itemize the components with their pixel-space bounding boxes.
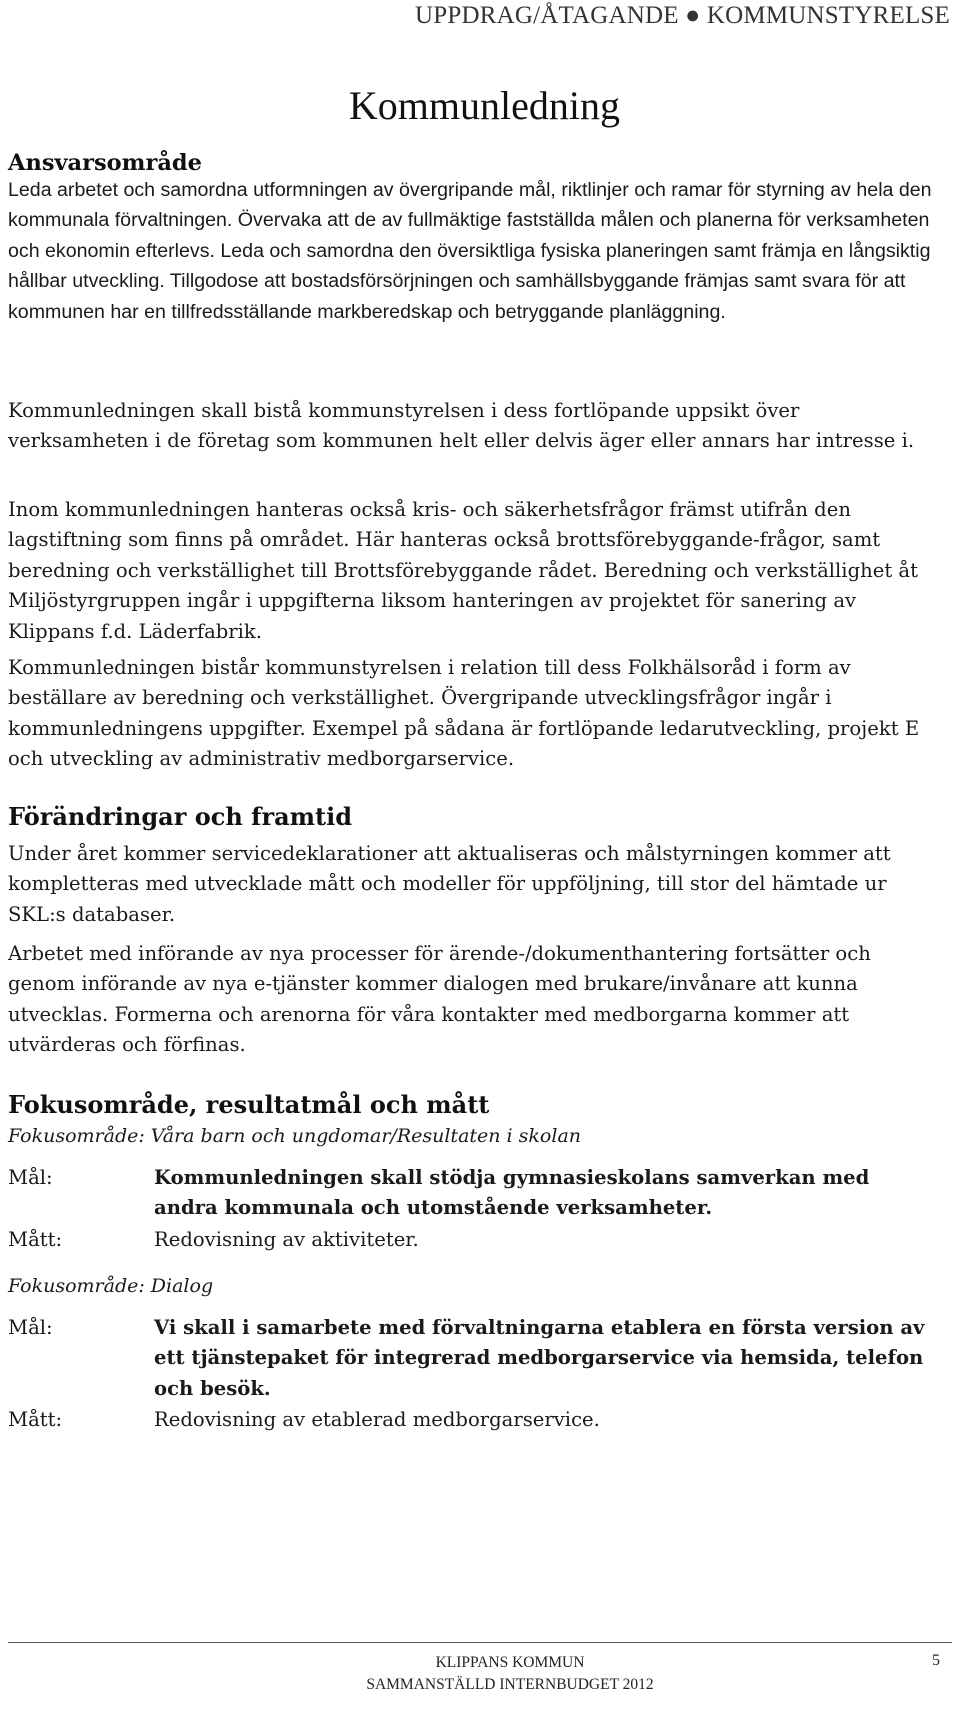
footer-organization: KLIPPANS KOMMUN [435,1654,585,1671]
page-number: 5 [932,1652,940,1669]
goal-text: Vi skall i samarbete med förvaltningarna etablera en första version av ett tjänstepaket för integrerad medborgarservice via hemsida, telefon och besök. [154,1316,925,1400]
measure-label: Mått: [8,1228,63,1251]
section-heading-fokus: Fokusområde, resultatmål och mått [8,1090,490,1119]
section-heading-ansvarsomrade: Ansvarsområde [8,150,202,176]
paragraph-forandringar-2: Arbetet med införande av nya processer för ärende-/dokumenthantering fortsätter och genom införande av nya e-tjänster kommer dialogen med brukare/invånare att kunna utvecklas. Formerna och arenorna för våra kontakter med medborgarna kommer att utvärderas och förfinas. [8,942,871,1057]
goal-row-2 [8,1313,948,1405]
section-heading-forandringar: Förändringar och framtid [8,802,353,831]
goal-label: Mål: [8,1316,53,1339]
goal-row-1 [8,1163,948,1225]
measure-text: Redovisning av aktiviteter. [154,1228,419,1251]
running-header: UPPDRAG/ÅTAGANDE ● KOMMUNSTYRELSE [414,2,950,29]
goal-label: Mål: [8,1166,53,1189]
measure-label: Mått: [8,1408,63,1431]
measure-text: Redovisning av etablerad medborgarservice. [154,1408,600,1431]
paragraph-ansvar-1: Leda arbetet och samordna utformningen av övergripande mål, riktlinjer och ramar för styrning av hela den kommunala förvaltningen. Övervaka att de av fullmäktige fastställda målen och planerna för verksamheten och ekonomin efterlevs. Leda och samordna den översiktliga fysiska planeringen samt främja en långsiktig hållbar utveckling. Tillgodose att bostadsförsörjningen och samhällsbyggande främjas samt svara för att kommunen har en tillfredsställande markberedskap och betryggande planläggning. [8,179,932,323]
footer-document-title: SAMMANSTÄLLD INTERNBUDGET 2012 [366,1676,654,1693]
footer-divider [8,1642,952,1643]
paragraph-ansvar-2: Kommunledningen skall bistå kommunstyrelsen i dess fortlöpande uppsikt över verksamheten i de företag som kommunen helt eller delvis äger eller annars har intresse i. [8,399,915,453]
measure-row-1 [8,1225,948,1256]
goal-text: Kommunledningen skall stödja gymnasieskolans samverkan med andra kommunala och utomstående verksamheter. [154,1166,870,1220]
paragraph-ansvar-4: Kommunledningen bistår kommunstyrelsen i relation till dess Folkhälsoråd i form av beställare av beredning och verkställighet. Övergripande utvecklingsfrågor ingår i kommunledningens uppgifter. Exempel på sådana är fortlöpande ledarutveckling, projekt E och utveckling av administrativ medborgarservice. [8,656,920,771]
measure-row-2 [8,1405,948,1436]
footer [300,1652,720,1696]
paragraph-forandringar-1: Under året kommer servicedeklarationer att aktualiseras och målstyrningen kommer att kompletteras med utvecklade mått och modeller för uppföljning, till stor del hämtade ur SKL:s databaser. [8,842,891,926]
page-title: Kommunledning [348,83,620,128]
paragraph-ansvar-3: Inom kommunledningen hanteras också kris- och säkerhetsfrågor främst utifrån den lagstiftning som finns på området. Här hanteras också brottsförebyggande-frågor, samt beredning och verkställighet till Brottsförebyggande rådet. Beredning och verkställighet åt Miljöstyrgruppen ingår i uppgifterna liksom hanteringen av projektet för sanering av Klippans f.d. Läderfabrik. [8,498,918,643]
focus-area-title-2: Fokusområde: Dialog [8,1275,214,1297]
focus-area-title-1: Fokusområde: Våra barn och ungdomar/Resultaten i skolan [8,1125,582,1147]
